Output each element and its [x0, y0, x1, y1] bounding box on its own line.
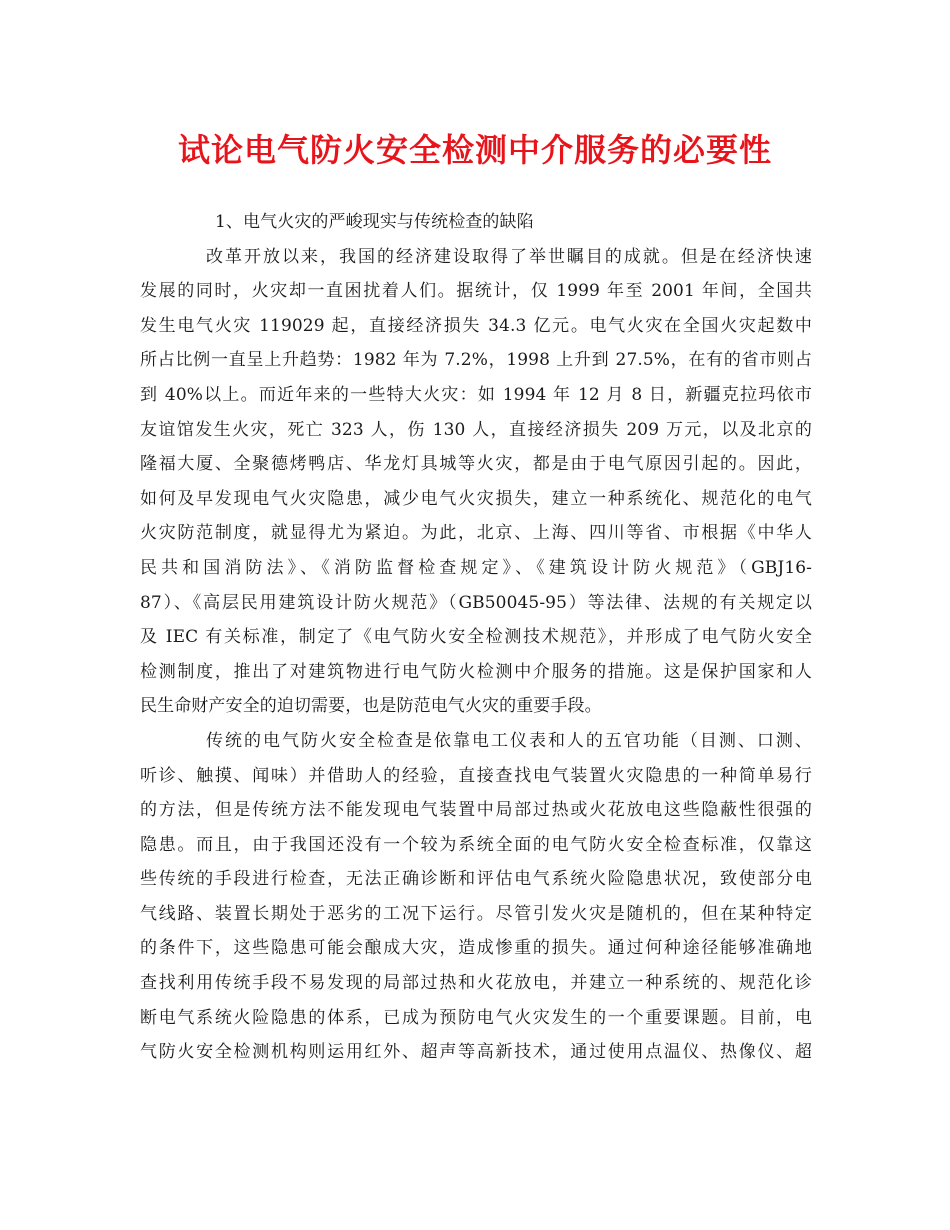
paragraph-line: 断电气系统火险隐患的体系，已成为预防电气火灾发生的一个重要课题。目前，电: [140, 1007, 812, 1028]
paragraph-line: 民共和国消防法》、《消防监督检查规定》、《建筑设计防火规范》（GBJ16-: [140, 557, 812, 578]
paragraph-line: 传统的电气防火安全检查是依靠电工仪表和人的五官功能（目测、口测、: [206, 730, 812, 751]
paragraph-2: [140, 724, 812, 1070]
paragraph-line: 民生命财产安全的迫切需要，也是防范电气火灾的重要手段。: [140, 696, 602, 717]
document-body: [140, 205, 812, 1070]
paragraph-line: 隐患。而且，由于我国还没有一个较为系统全面的电气防火安全检查标准，仅靠这: [140, 834, 812, 855]
paragraph-line: 隆福大厦、全聚德烤鸭店、华龙灯具城等火灾，都是由于电气原因引起的。因此，: [140, 454, 812, 475]
paragraph-line: 及 IEC 有关标准，制定了《电气防火安全检测技术规范》，并形成了电气防火安全: [140, 627, 812, 648]
paragraph-line: 些传统的手段进行检查，无法正确诊断和评估电气系统火险隐患状况，致使部分电: [140, 869, 812, 890]
paragraph-line: 如何及早发现电气火灾隐患，减少电气火灾损失，建立一种系统化、规范化的电气: [140, 488, 812, 509]
paragraph-line: 听诊、触摸、闻味）并借助人的经验，直接查找电气装置火灾隐患的一种简单易行: [140, 765, 812, 786]
paragraph-line: 火灾防范制度，就显得尤为紧迫。为此，北京、上海、四川等省、市根据《中华人: [140, 523, 812, 544]
paragraph-line: 发展的同时，火灾却一直困扰着人们。据统计，仅 1999 年至 2001 年间，全国共: [140, 281, 812, 302]
paragraph-line: 所占比例一直呈上升趋势：1982 年为 7.2%，1998 上升到 27.5%，在有的省市则占: [140, 350, 812, 371]
section-heading: 1、电气火灾的严峻现实与传统检查的缺陷: [215, 212, 534, 232]
paragraph-line: 气线路、装置长期处于恶劣的工况下运行。尽管引发火灾是随机的，但在某种特定: [140, 903, 812, 924]
paragraph-line: 检测制度，推出了对建筑物进行电气防火检测中介服务的措施。这是保护国家和人: [140, 661, 812, 682]
document-title: 试论电气防火安全检测中介服务的必要性: [177, 131, 772, 169]
paragraph-line: 87）、《高层民用建筑设计防火规范》（GB50045-95）等法律、法规的有关规定以: [140, 592, 812, 613]
paragraph-1: [140, 240, 812, 724]
paragraph-line: 改革开放以来，我国的经济建设取得了举世瞩目的成就。但是在经济快速: [206, 246, 812, 267]
paragraph-line: 气防火安全检测机构则运用红外、超声等高新技术，通过使用点温仪、热像仪、超: [140, 1042, 812, 1063]
paragraph-line: 的方法，但是传统方法不能发现电气装置中局部过热或火花放电这些隐蔽性很强的: [140, 800, 812, 821]
paragraph-line: 发生电气火灾 119029 起，直接经济损失 34.3 亿元。电气火灾在全国火灾起数中: [140, 315, 812, 336]
paragraph-line: 到 40%以上。而近年来的一些特大火灾：如 1994 年 12 月 8 日，新疆克拉玛依市: [140, 384, 812, 405]
paragraph-line: 的条件下，这些隐患可能会酿成大灾，造成惨重的损失。通过何种途径能够准确地: [140, 938, 812, 959]
paragraph-line: 查找利用传统手段不易发现的局部过热和火花放电，并建立一种系统的、规范化诊: [140, 973, 812, 994]
paragraph-line: 友谊馆发生火灾，死亡 323 人，伤 130 人，直接经济损失 209 万元，以及北京的: [140, 419, 812, 440]
